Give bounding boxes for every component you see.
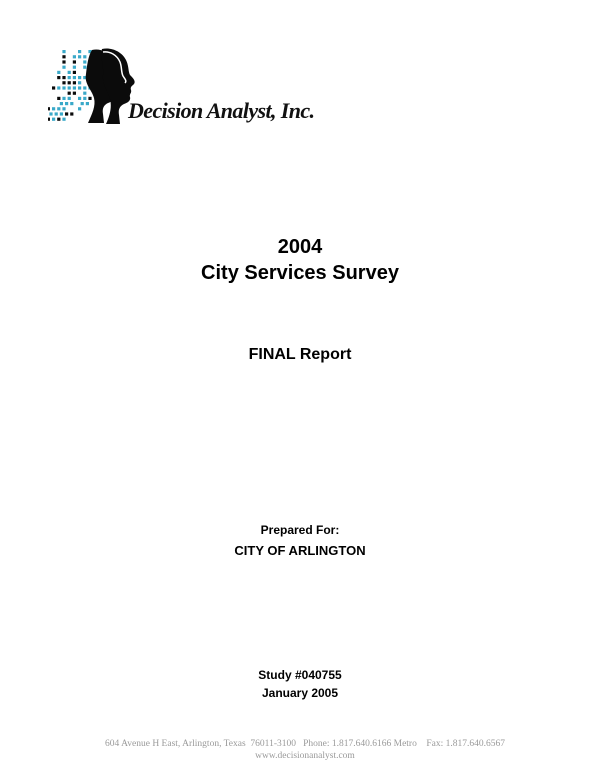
mosaic-pixel [62, 60, 65, 63]
mosaic-pixel [78, 97, 81, 100]
mosaic-pixel [62, 50, 65, 53]
mosaic-pixel [62, 81, 65, 84]
mosaic-pixel [73, 81, 76, 84]
client-name: CITY OF ARLINGTON [234, 543, 366, 558]
footer-address: 604 Avenue H East, Arlington, Texas 76011-3100 Phone: 1.817.640.6166 Metro Fax: 1.817.640.6567 [105, 739, 505, 749]
mosaic-pixel [83, 55, 86, 58]
mosaic-pixel [68, 92, 71, 95]
mosaic-pixel [68, 81, 71, 84]
mosaic-pixel [52, 107, 55, 110]
mosaic-pixel [81, 102, 84, 105]
report-subtitle: FINAL Report [248, 346, 352, 363]
mosaic-pixel [68, 76, 71, 79]
mosaic-pixel [73, 60, 76, 63]
mosaic-pixel [62, 76, 65, 79]
mosaic-pixel [62, 55, 65, 58]
mosaic-pixel [83, 92, 86, 95]
mosaic-pixel [57, 71, 60, 74]
mosaic-pixel [48, 107, 50, 110]
mosaic-pixel [60, 112, 63, 115]
mosaic-pixel [68, 71, 71, 74]
mosaic-pixel [70, 102, 73, 105]
mosaic-pixel [83, 60, 86, 63]
mosaic-pixel [48, 118, 50, 121]
mosaic-pixel [57, 97, 60, 100]
mosaic-pixel [57, 118, 60, 121]
mosaic-pixel [83, 66, 86, 69]
company-name: Decision Analyst, Inc. [128, 98, 315, 123]
mosaic-pixel [62, 118, 65, 121]
mosaic-pixel [73, 76, 76, 79]
footer-website: www.decisionanalyst.com [255, 751, 355, 761]
mosaic-pixel [57, 107, 60, 110]
company-logo [48, 46, 338, 130]
mosaic-pixel [52, 118, 55, 121]
report-title: City Services Survey [201, 262, 399, 284]
mosaic-pixel [70, 112, 73, 115]
mosaic-pixel [78, 81, 81, 84]
mosaic-pixel [78, 50, 81, 53]
mosaic-pixel [65, 112, 68, 115]
mosaic-pixel [52, 86, 55, 89]
mosaic-pixel [62, 86, 65, 89]
mosaic-pixel [57, 76, 60, 79]
mosaic-pixel [55, 112, 58, 115]
mosaic-pixel [78, 86, 81, 89]
mosaic-pixel [68, 86, 71, 89]
faces-icon [48, 46, 138, 130]
mosaic-pixel [73, 86, 76, 89]
mosaic-pixel [86, 102, 89, 105]
mosaic-pixel [88, 97, 91, 100]
mosaic-pixel [68, 97, 71, 100]
mosaic-pixel [73, 92, 76, 95]
mosaic-pixel [73, 55, 76, 58]
report-year: 2004 [277, 236, 323, 258]
mosaic-pixel [65, 102, 68, 105]
prepared-for-label: Prepared For: [260, 523, 340, 537]
mosaic-pixel [83, 97, 86, 100]
mosaic-pixel [78, 76, 81, 79]
mosaic-pixel [62, 107, 65, 110]
study-number: Study #040755 [258, 668, 342, 682]
mosaic-pixel [62, 97, 65, 100]
mosaic-pixel [78, 107, 81, 110]
mosaic-pixel [57, 86, 60, 89]
mosaic-pixel [60, 102, 63, 105]
mosaic-pixel [78, 55, 81, 58]
mosaic-pixel [62, 66, 65, 69]
mosaic-pixel [73, 66, 76, 69]
report-date: January 2005 [261, 686, 339, 700]
mosaic-pixel [83, 86, 86, 89]
mosaic-pixel [73, 71, 76, 74]
mosaic-pixel [49, 112, 52, 115]
